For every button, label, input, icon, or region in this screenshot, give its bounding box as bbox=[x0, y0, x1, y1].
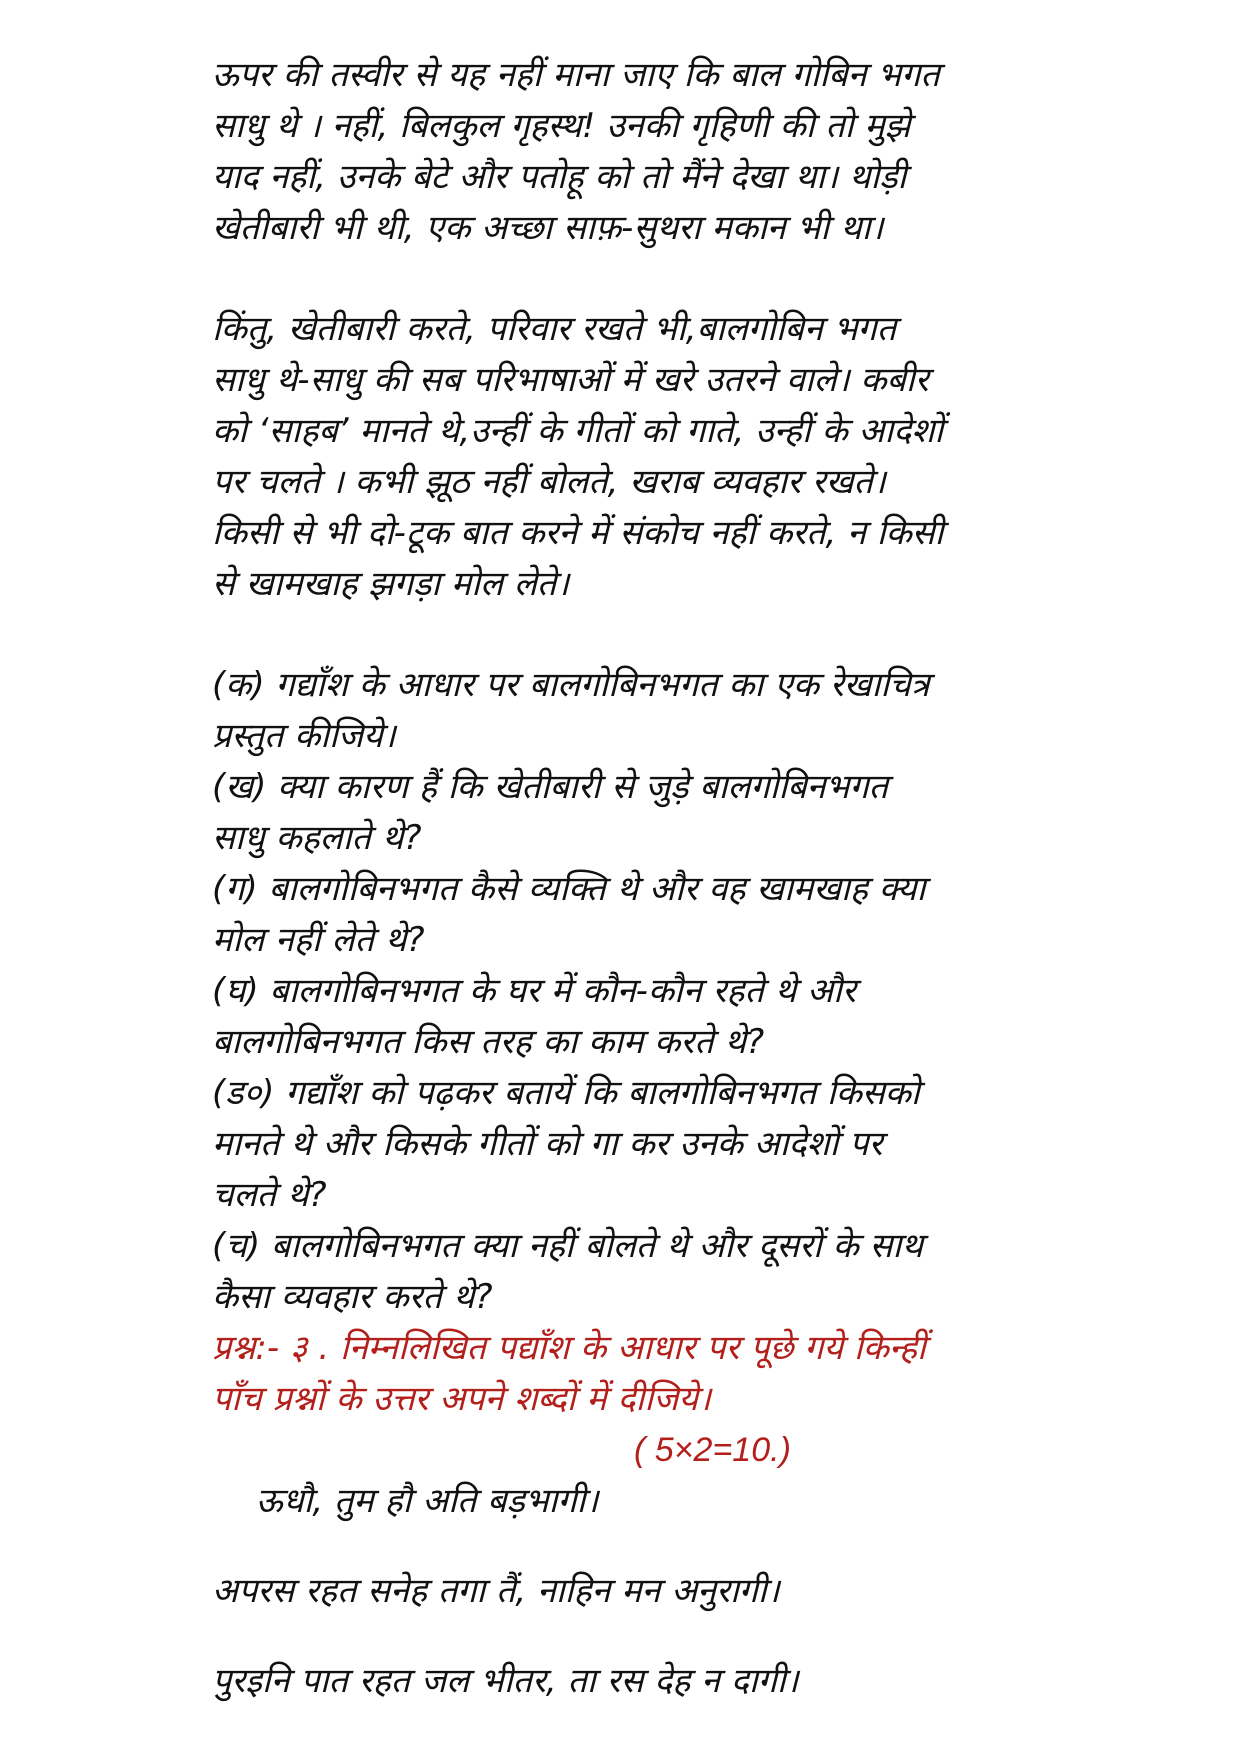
question-gha-line-1: (घ) बालगोबिनभगत के घर में कौन-कौन रहते थे और bbox=[212, 971, 856, 1011]
question-gha-line-2: बालगोबिनभगत किस तरह का काम करते थे? bbox=[212, 1022, 765, 1062]
question-3-heading-line-1: प्रश्न:- ३ . निम्नलिखित पद्याँश के आधार पर पूछे गये किन्हीं bbox=[212, 1328, 926, 1368]
paragraph-2-line-3: को ‘साहब’ मानते थे,उन्हीं के गीतों को गाते, उन्हीं के आदेशों bbox=[212, 411, 944, 451]
paragraph-2-line-5: किसी से भी दो-टूक बात करने में संकोच नहीं करते, न किसी bbox=[212, 513, 944, 553]
question-da-line-3: चलते थे? bbox=[212, 1175, 327, 1215]
paragraph-1-line-2: साधु थे । नहीं, बिलकुल गृहस्थ! उनकी गृहिणी की तो मुझे bbox=[212, 106, 911, 146]
question-ga-line-1: (ग) बालगोबिनभगत कैसे व्यक्ति थे और वह खामखाह क्या bbox=[212, 869, 926, 909]
question-3-marks: ( 5×2=10.) bbox=[634, 1431, 791, 1469]
poem-line-2: अपरस रहत सनेह तगा तैं, नाहिन मन अनुरागी। bbox=[212, 1571, 780, 1611]
poem-line-3: पुरइनि पात रहत जल भीतर, ता रस देह न दागी। bbox=[212, 1661, 799, 1701]
question-kha-line-2: साधु कहलाते थे? bbox=[212, 818, 422, 858]
paragraph-1-line-4: खेतीबारी भी थी, एक अच्छा साफ़-सुथरा मकान भी था। bbox=[212, 208, 884, 248]
question-da-line-2: मानते थे और किसके गीतों को गा कर उनके आदेशों पर bbox=[212, 1124, 883, 1164]
paragraph-2-line-1: किंतु, खेतीबारी करते, परिवार रखते भी,बालगोबिन भगत bbox=[212, 309, 897, 349]
question-ka-line-1: (क) गद्याँश के आधार पर बालगोबिनभगत का एक रेखाचित्र bbox=[212, 665, 930, 705]
question-3-heading-line-2: पाँच प्रश्नों के उत्तर अपने शब्दों में दीजिये। bbox=[212, 1379, 711, 1419]
paragraph-1-line-3: याद नहीं, उनके बेटे और पतोहू को तो मैंने देखा था। थोड़ी bbox=[212, 157, 907, 197]
paragraph-2-line-6: से खामखाह झगड़ा मोल लेते। bbox=[212, 564, 570, 604]
question-ga-line-2: मोल नहीं लेते थे? bbox=[212, 920, 425, 960]
question-cha-line-2: कैसा व्यवहार करते थे? bbox=[212, 1277, 493, 1317]
paragraph-2-line-4: पर चलते । कभी झूठ नहीं बोलते, खराब व्यवहार रखते। bbox=[212, 462, 886, 502]
poem-line-1: ऊधौ, तुम हौ अति बड़भागी। bbox=[256, 1481, 599, 1521]
question-ka-line-2: प्रस्तुत कीजिये। bbox=[212, 716, 396, 756]
question-kha-line-1: (ख) क्या कारण हैं कि खेतीबारी से जुड़े बालगोबिनभगत bbox=[212, 767, 888, 807]
question-da-line-1: (ड०) गद्याँश को पढ़कर बतायें कि बालगोबिनभगत किसको bbox=[212, 1073, 920, 1113]
paragraph-1-line-1: ऊपर की तस्वीर से यह नहीं माना जाए कि बाल गोबिन भगत bbox=[212, 55, 940, 95]
question-cha-line-1: (च) बालगोबिनभगत क्या नहीं बोलते थे और दूसरों के साथ bbox=[212, 1226, 924, 1266]
paragraph-2-line-2: साधु थे-साधु की सब परिभाषाओं में खरे उतरने वाले। कबीर bbox=[212, 360, 929, 400]
